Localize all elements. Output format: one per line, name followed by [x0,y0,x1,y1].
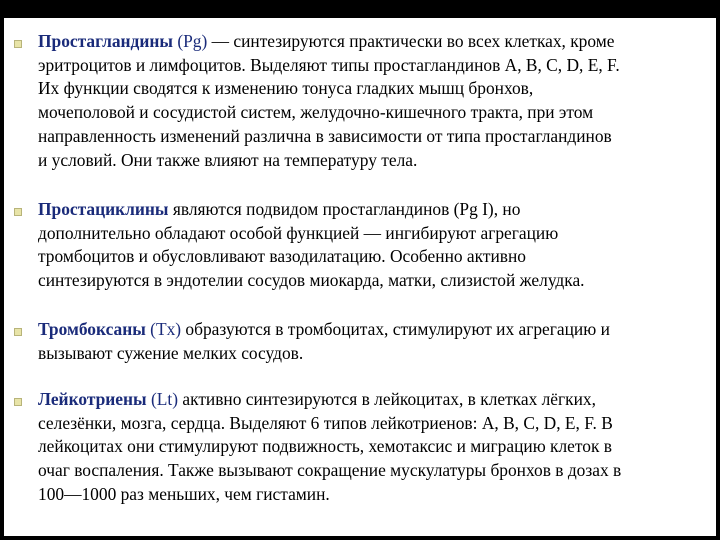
item-text-line: селезёнки, мозга, сердца. Выделяют 6 типов лейкотриенов: A, B, C, D, E, F. В [38,412,613,433]
item-text-line: мочеполовой и сосудистой систем, желудочно-кишечного тракта, при этом [38,102,594,123]
item-text-line: — синтезируются практически во всех клетках, кроме [211,31,615,51]
item-term: Лейкотриены [38,389,147,409]
item-text-line: очаг воспаления. Также вызывают сокращение мускулатуры бронхов в дозах в [38,460,622,481]
item-text-line: 100—1000 раз меньших, чем гистамин. [38,483,330,504]
item-text-line: направленность изменений различна в зависимости от типа простагландинов [38,125,612,146]
item-paragraph [38,198,720,293]
item-text-line: являются подвидом простагландинов (Pg I), но [172,199,521,219]
item-term: Тромбоксаны [38,319,146,339]
item-text-line: Их функции сводятся к изменению тонуса гладких мышц бронхов, [38,78,534,99]
item-text-line: и условий. Они также влияют на температуру тела. [38,149,418,170]
item-abbreviation: (Pg) [177,31,208,51]
square-bullet-icon [14,398,22,406]
item-text-line: лейкоцитах они стимулируют подвижность, хемотаксис и миграцию клеток в [38,436,612,457]
item-text-line: образуются в тромбоцитах, стимулируют их агрегацию и [185,319,610,339]
item-paragraph [38,388,720,507]
item-text-line: синтезируются в эндотелии сосудов миокарда, матки, слизистой желудка. [38,270,585,291]
item-paragraph [38,30,720,172]
square-bullet-icon [14,328,22,336]
square-bullet-icon [14,40,22,48]
item-abbreviation: (Lt) [150,389,179,409]
square-bullet-icon [14,208,22,216]
item-text-line: эритроцитов и лимфоцитов. Выделяют типы простагландинов A, B, C, D, E, F. [38,54,620,75]
item-text-line: дополнительно обладают особой функцией — ингибируют агрегацию [38,222,559,243]
item-paragraph [38,318,720,365]
item-term: Простациклины [38,199,169,219]
item-text-line: активно синтезируются в лейкоцитах, в клетках лёгких, [182,389,596,409]
item-abbreviation: (Tx) [150,319,182,339]
item-text-line: вызывают сужение мелких сосудов. [38,342,304,363]
slide-content [4,18,716,536]
item-text-line: тромбоцитов и обусловливают вазодилатацию. Особенно активно [38,246,526,267]
item-term: Простагландины [38,31,173,51]
